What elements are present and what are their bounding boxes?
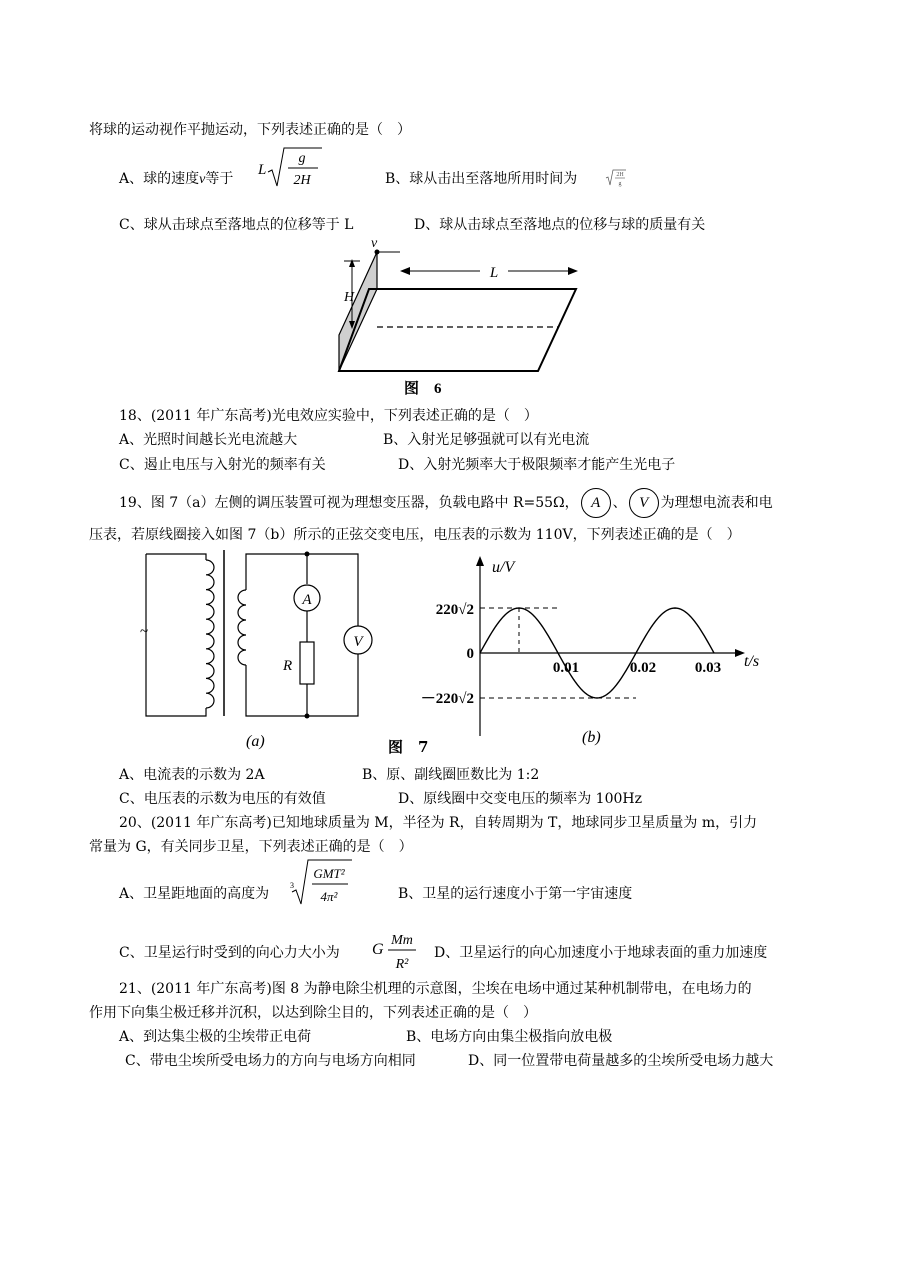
q20-option-c-num: Mm (391, 933, 413, 948)
fig7-caption: 图 7 (388, 738, 429, 756)
fig7b-label: (b) (582, 729, 601, 746)
q20-stem-line1: 20、(2011 年广东高考)已知地球质量为 M，半径为 R，自转周期为 T，地球同步卫星质量为 m，引力 (119, 815, 758, 831)
q20-option-b: B、卫星的运行速度小于第一宇宙速度 (398, 886, 633, 902)
q17-option-a-formula (254, 146, 324, 190)
voltmeter-label: V (353, 634, 363, 650)
q17-option-b-num: 2H (616, 172, 624, 178)
secondary-coil (238, 590, 246, 665)
q17-option-a-num: g (298, 151, 306, 166)
q18-option-a: A、光照时间越长光电流越大 (119, 432, 298, 448)
q17-option-c: C、球从击球点至落地点的位移等于 L (119, 217, 354, 233)
ammeter-label: A (302, 592, 312, 608)
q20-option-d: D、卫星运行的向心加速度小于地球表面的重力加速度 (434, 945, 768, 961)
u-axis-label: u/V (492, 559, 515, 576)
q20-stem-line2: 常量为 G，有关同步卫星，下列表述正确的是（ ） (89, 839, 413, 855)
q17-option-a (119, 170, 233, 189)
ytick-pos: 220√2 (435, 602, 474, 618)
q18-stem: 18、(2011 年广东高考)光电效应实验中，下列表述正确的是（ ） (119, 408, 538, 424)
q20-option-c-G: G (372, 941, 384, 958)
q18-option-b: B、入射光足够强就可以有光电流 (383, 432, 590, 448)
q20-option-a-den: 4π² (320, 889, 338, 904)
q20-option-a-formula (288, 858, 354, 908)
q20-option-c-formula (370, 928, 420, 974)
q17-option-a-var: v (199, 172, 206, 187)
q17-option-a-mid: 等于 (205, 171, 234, 187)
t-axis-label: t/s (744, 653, 760, 670)
q21-option-c: C、带电尘埃所受电场力的方向与电场方向相同 (125, 1053, 416, 1069)
q17-option-b-den: g (618, 181, 622, 187)
xtick-0.03: 0.03 (694, 660, 722, 676)
q17-option-b (385, 170, 577, 188)
fig6-label-H: H (344, 290, 355, 305)
resistor-label: R (283, 658, 293, 674)
resistor-R (300, 642, 314, 684)
q17-option-a-L: L (258, 162, 267, 178)
q19-stem-part1: 19、图 7（a）左侧的调压装置可视为理想变压器，负载电路中 R=55Ω， (119, 495, 579, 511)
primary-coil (206, 560, 214, 708)
q17-option-d: D、球从击球点至落地点的位移与球的质量有关 (414, 217, 706, 233)
figure-6 (330, 235, 590, 400)
q19-option-c: C、电压表的示数为电压的有效值 (119, 791, 326, 807)
q19-stem-line1 (119, 487, 773, 519)
q17-stem: 将球的运动视作平抛运动，下列表述正确的是（ ） (89, 122, 411, 138)
origin-label: 0 (466, 646, 474, 662)
q17-option-a-prefix: A、球的速度 (119, 171, 200, 187)
figure-7b-chart (400, 550, 780, 750)
fig7a-label: (a) (246, 733, 265, 750)
q19-option-d: D、原线圈中交变电压的频率为 100Hz (398, 791, 642, 807)
xtick-0.02: 0.02 (629, 660, 657, 676)
q20-option-a-num: GMT² (313, 866, 345, 881)
q21-option-b: B、电场方向由集尘极指向放电极 (406, 1029, 613, 1045)
ammeter-symbol: A (581, 488, 611, 518)
q19-option-b: B、原、副线圈匝数比为 1:2 (362, 767, 540, 783)
q17-option-b-formula (605, 168, 627, 188)
q19-stem-part2: 为理想电流表和电 (660, 495, 773, 511)
figure-7a-circuit (140, 550, 380, 755)
q21-stem-line1: 21、(2011 年广东高考)图 8 为静电除尘机理的示意图，尘埃在电场中通过某种机制带电，在电场力的 (119, 981, 752, 997)
ytick-neg: －220√2 (420, 691, 474, 707)
q19-stem-sep: 、 (612, 495, 627, 511)
q21-stem-line2: 作用下向集尘极迁移并沉积，以达到除尘目的，下列表述正确的是（ ） (89, 1005, 537, 1021)
q21-option-a: A、到达集尘极的尘埃带正电荷 (119, 1029, 312, 1045)
fig6-caption: 图 6 (404, 381, 442, 397)
source-tilde: ~ (140, 624, 149, 640)
q19-stem-line2: 压表，若原线圈接入如图 7（b）所示的正弦交变电压，电压表的示数为 110V，下列表述正确的是（ ） (89, 527, 741, 543)
q21-option-d: D、同一位置带电荷量越多的尘埃所受电场力越大 (468, 1053, 774, 1069)
q20-option-a: A、卫星距地面的高度为 (119, 886, 270, 902)
svg-text:3: 3 (290, 881, 294, 890)
fig6-label-L: L (489, 265, 499, 281)
q20-option-c-den: R² (395, 957, 409, 972)
q18-option-d: D、入射光频率大于极限频率才能产生光电子 (398, 457, 676, 473)
q19-option-a: A、电流表的示数为 2A (119, 767, 265, 783)
court-outline (339, 289, 576, 371)
xtick-0.01: 0.01 (552, 660, 580, 676)
q18-option-c: C、遏止电压与入射光的频率有关 (119, 457, 326, 473)
voltmeter-symbol: V (629, 488, 659, 518)
fig6-label-v: v (371, 236, 378, 251)
q20-option-c: C、卫星运行时受到的向心力大小为 (119, 945, 340, 961)
q17-option-a-den: 2H (293, 173, 311, 188)
q17-option-b-text: B、球从击出至落地所用时间为 (385, 171, 578, 187)
